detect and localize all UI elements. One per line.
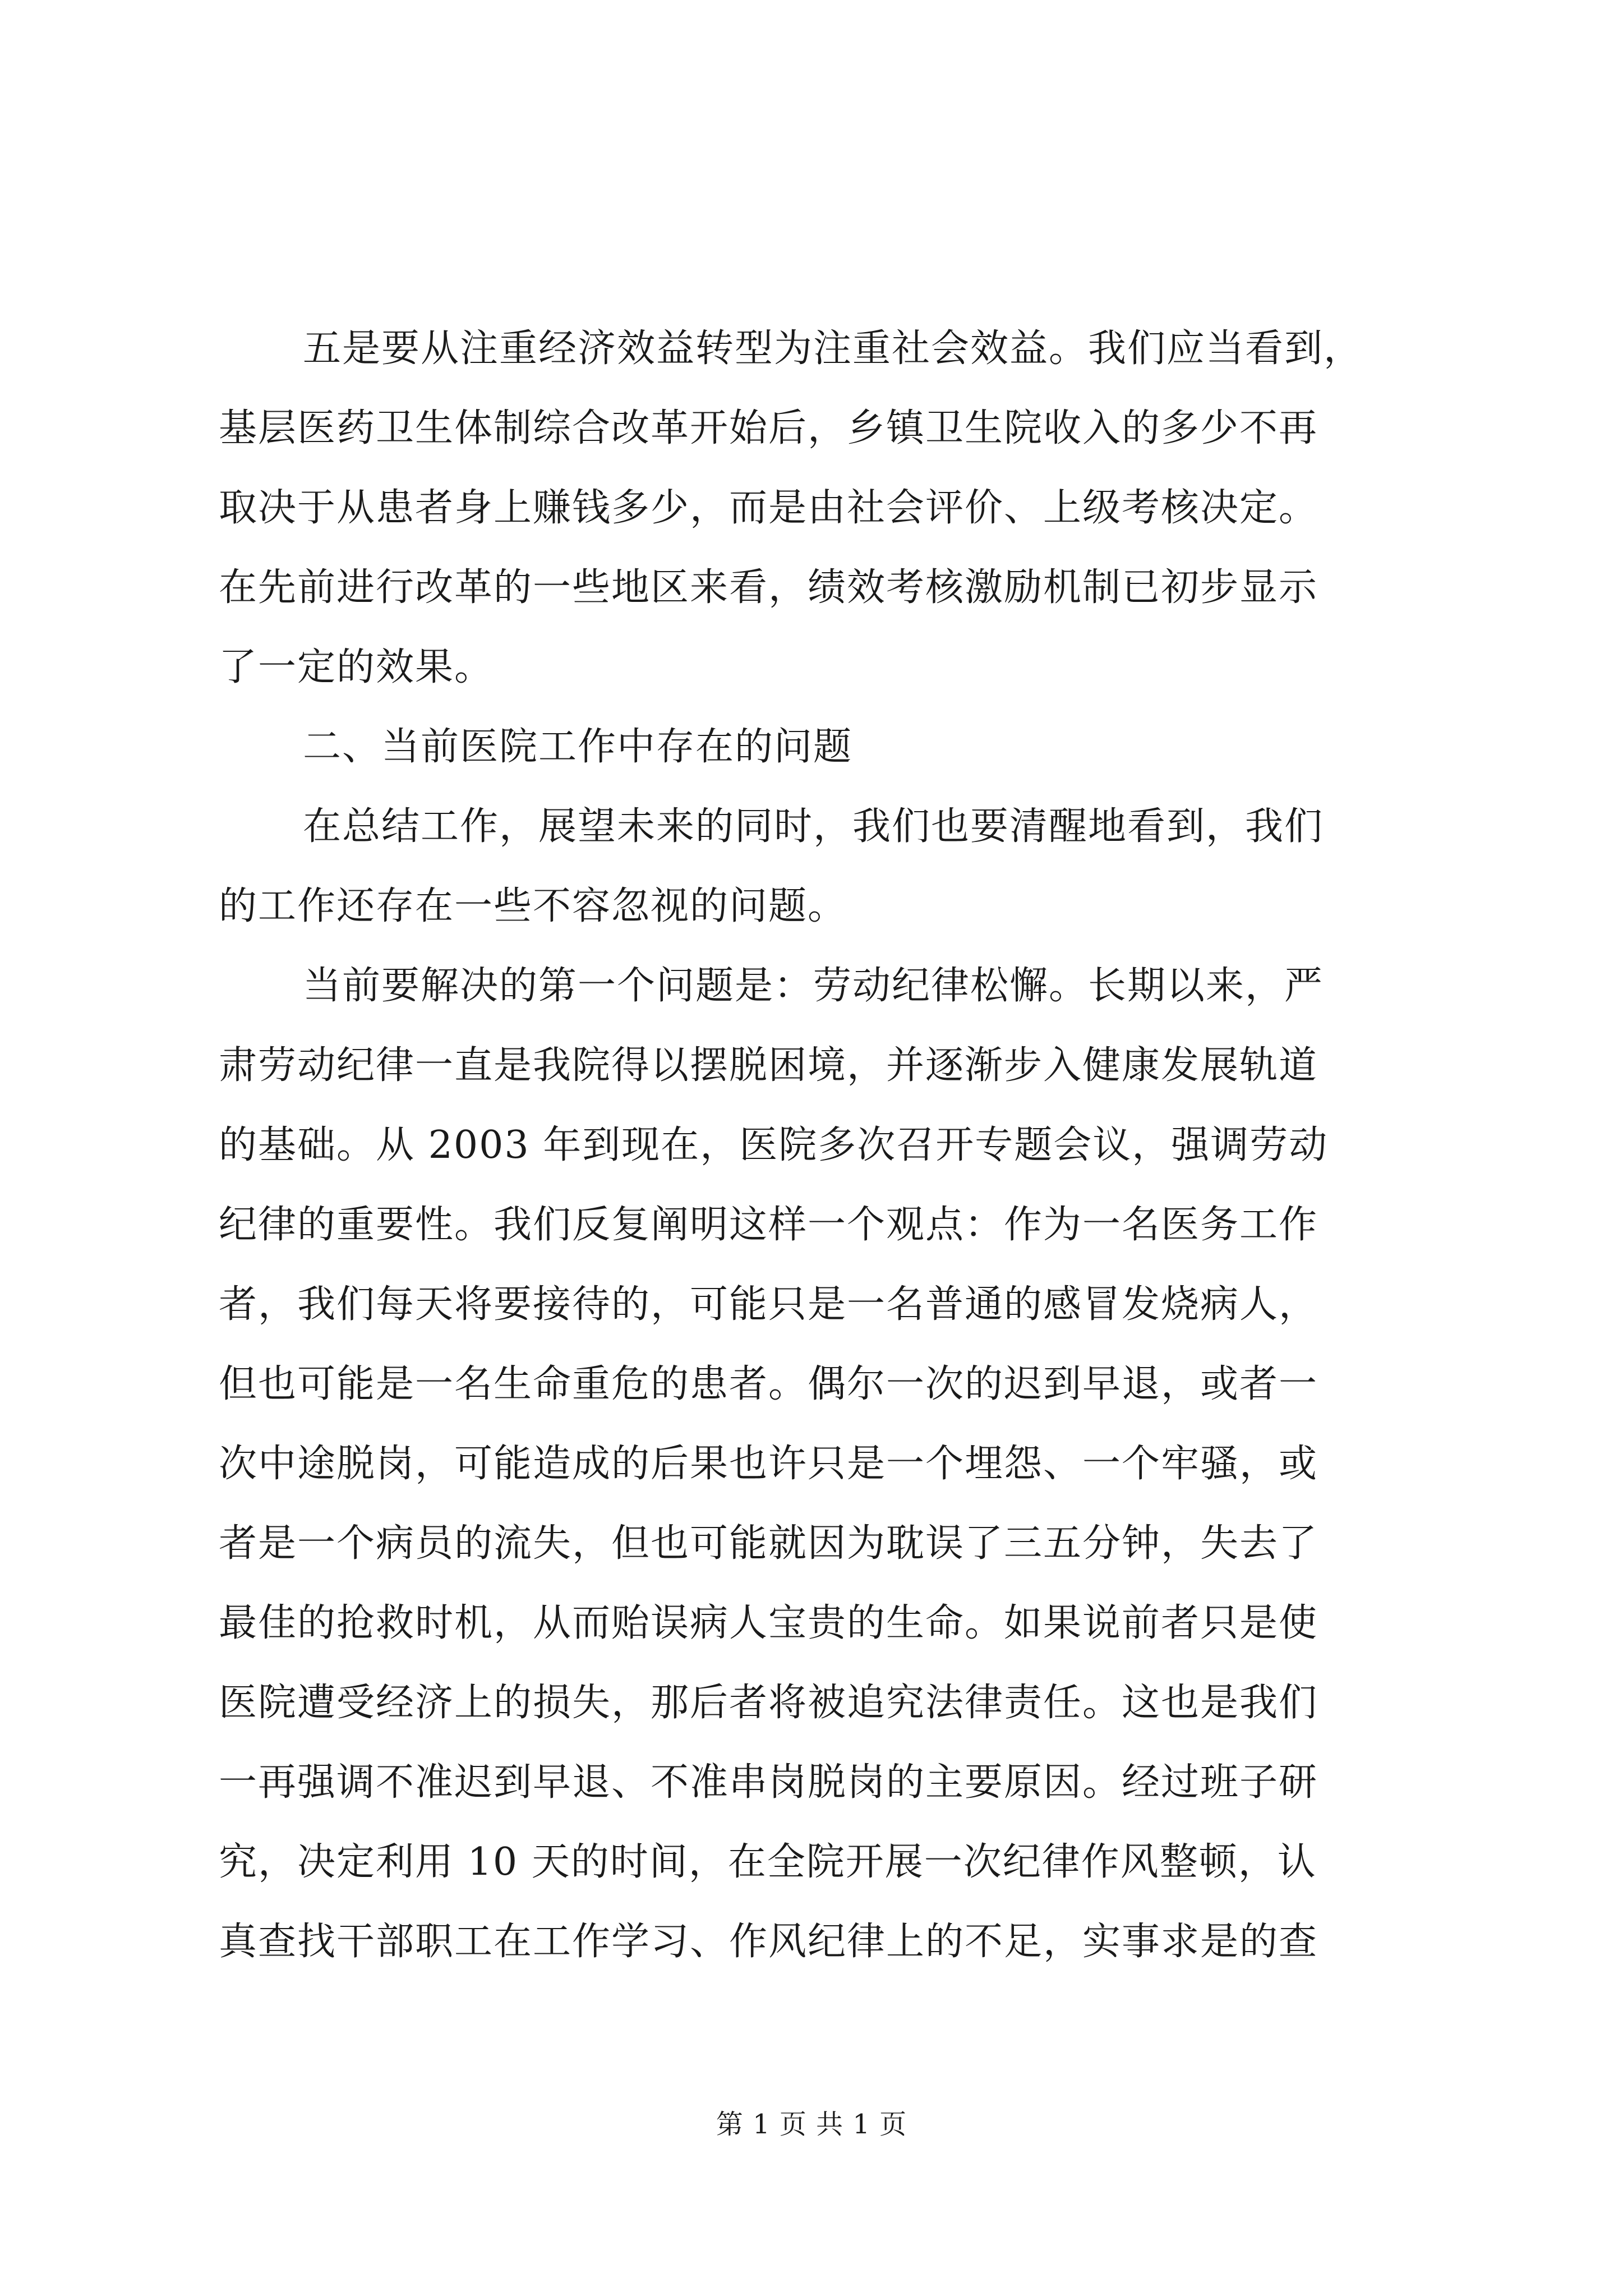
text-line: 五是要从注重经济效益转型为注重社会效益。我们应当看到， xyxy=(303,326,1363,371)
text-line: 医院遭受经济上的损失，那后者将被追究法律责任。这也是我们 xyxy=(219,1681,1318,1725)
text-line: 了一定的效果。 xyxy=(219,645,494,689)
text-line: 次中途脱岗，可能造成的后果也许只是一个埋怨、一个牢骚，或 xyxy=(219,1442,1318,1486)
text-line: 基层医药卫生体制综合改革开始后，乡镇卫生院收入的多少不再 xyxy=(219,406,1318,450)
text-line: 究，决定利用 10 天的时间，在全院开展一次纪律作风整顿，认 xyxy=(219,1840,1317,1884)
page-footer: 第 1 页 共 1 页 xyxy=(716,2109,907,2140)
text-line: 肃劳动纪律一直是我院得以摆脱困境，并逐渐步入健康发展轨道 xyxy=(219,1043,1318,1088)
text-line: 在先前进行改革的一些地区来看，绩效考核激励机制已初步显示 xyxy=(219,565,1318,610)
text-line: 取决于从患者身上赚钱多少，而是由社会评价、上级考核决定。 xyxy=(219,486,1318,530)
text-line: 者，我们每天将要接待的，可能只是一名普通的感冒发烧病人， xyxy=(219,1282,1318,1327)
text-line: 一再强调不准迟到早退、不准串岗脱岗的主要原因。经过班子研 xyxy=(219,1760,1318,1805)
text-line: 但也可能是一名生命重危的患者。偶尔一次的迟到早退，或者一 xyxy=(219,1362,1318,1406)
text-line: 在总结工作，展望未来的同时，我们也要清醒地看到，我们 xyxy=(303,804,1324,849)
text-line: 纪律的重要性。我们反复阐明这样一个观点：作为一名医务工作 xyxy=(219,1203,1318,1247)
text-line: 者是一个病员的流失，但也可能就因为耽误了三五分钟，失去了 xyxy=(219,1521,1318,1566)
text-line: 当前要解决的第一个问题是：劳动纪律松懈。长期以来，严 xyxy=(303,964,1324,1008)
text-line: 真查找干部职工在工作学习、作风纪律上的不足，实事求是的查 xyxy=(219,1920,1318,1964)
text-line: 的基础。从 2003 年到现在，医院多次召开专题会议，强调劳动 xyxy=(219,1123,1329,1167)
text-line: 最佳的抢救时机，从而贻误病人宝贵的生命。如果说前者只是使 xyxy=(219,1601,1318,1645)
text-line: 的工作还存在一些不容忽视的问题。 xyxy=(219,884,847,928)
section-heading: 二、当前医院工作中存在的问题 xyxy=(303,725,853,769)
